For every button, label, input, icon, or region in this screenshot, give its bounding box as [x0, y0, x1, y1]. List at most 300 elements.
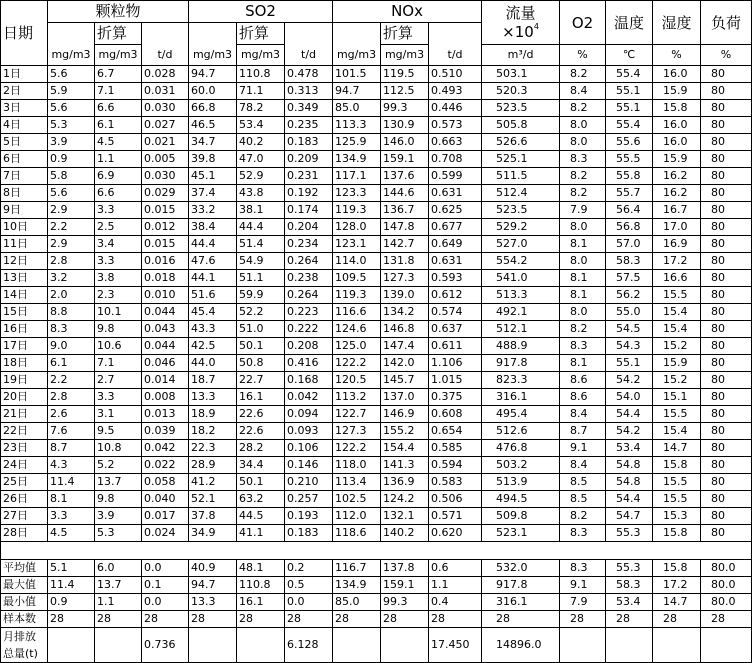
daily-row-cell: 512.1 [482, 321, 560, 338]
daily-row-cell: 139.0 [381, 287, 429, 304]
daily-row-cell: 55.6 [606, 134, 653, 151]
daily-row-cell: 53.4 [237, 117, 285, 134]
daily-row-cell: 127.3 [381, 270, 429, 287]
daily-row-cell: 0.9 [48, 151, 95, 168]
daily-row-cell: 140.2 [381, 525, 429, 542]
summary-row-cell: 48.1 [237, 560, 285, 577]
daily-row-cell: 60.0 [189, 83, 237, 100]
daily-row-cell: 0.574 [429, 304, 482, 321]
daily-row-cell: 0.031 [142, 83, 189, 100]
daily-row-cell: 28.9 [189, 457, 237, 474]
daily-row-cell: 15.2 [653, 372, 701, 389]
daily-row-cell: 47.0 [237, 151, 285, 168]
unit-humidity: % [653, 45, 701, 66]
daily-row-cell: 0.010 [142, 287, 189, 304]
daily-row-cell: 0.375 [429, 389, 482, 406]
daily-row-cell: 80 [701, 474, 752, 491]
daily-row-cell: 0.510 [429, 66, 482, 83]
daily-row-cell: 0.043 [142, 321, 189, 338]
date-header-top [1, 1, 48, 23]
daily-row-cell: 0.583 [429, 474, 482, 491]
daily-row-cell: 0.192 [285, 185, 333, 202]
daily-row-cell: 0.094 [285, 406, 333, 423]
daily-row-cell: 85.0 [333, 100, 381, 117]
daily-row-cell: 34.9 [189, 525, 237, 542]
daily-row-cell: 40.2 [237, 134, 285, 151]
daily-row-cell: 2.5 [95, 219, 142, 236]
total-particulate-mgm3 [48, 628, 95, 663]
daily-row-cell: 8.2 [560, 321, 606, 338]
daily-row-cell: 0.146 [285, 457, 333, 474]
daily-row-cell: 0.174 [285, 202, 333, 219]
daily-row-cell: 15.5 [653, 287, 701, 304]
daily-row-cell: 1.015 [429, 372, 482, 389]
daily-row-cell: 0.594 [429, 457, 482, 474]
daily-row [1, 236, 752, 253]
daily-row-cell: 118.0 [333, 457, 381, 474]
total-so2-td: 6.128 [285, 628, 333, 663]
daily-row-cell: 127.3 [333, 423, 381, 440]
total-particulate-td: 0.736 [142, 628, 189, 663]
daily-row-cell: 56.4 [606, 202, 653, 219]
daily-row-cell: 38.4 [189, 219, 237, 236]
summary-row-cell: 0.0 [285, 594, 333, 611]
daily-row-cell: 22.3 [189, 440, 237, 457]
daily-row-cell: 109.5 [333, 270, 381, 287]
daily-row-label: 27日 [1, 508, 48, 525]
daily-row-cell: 80 [701, 185, 752, 202]
summary-row [1, 577, 752, 594]
daily-row-cell: 80 [701, 457, 752, 474]
summary-row-cell: 116.7 [333, 560, 381, 577]
total-nox-td: 17.450 [429, 628, 482, 663]
daily-row-cell: 5.9 [48, 83, 95, 100]
particulate-converted-header: 折算 [95, 23, 142, 45]
daily-row-cell: 5.2 [95, 457, 142, 474]
daily-row-cell: 0.231 [285, 168, 333, 185]
summary-row-cell: 28 [142, 611, 189, 628]
daily-row-cell: 15.2 [653, 338, 701, 355]
daily-row-cell: 0.030 [142, 100, 189, 117]
daily-row-cell: 0.677 [429, 219, 482, 236]
daily-row-cell: 10.8 [95, 440, 142, 457]
summary-row-cell: 14.7 [653, 594, 701, 611]
so2-td-blank [285, 23, 333, 45]
daily-row-cell: 0.593 [429, 270, 482, 287]
o2-header: O2 [560, 1, 606, 45]
summary-row-cell: 17.2 [653, 577, 701, 594]
daily-row [1, 66, 752, 83]
total-label-line2: 总量(t) [3, 647, 38, 660]
daily-row-cell: 16.0 [653, 66, 701, 83]
unit-o2: % [560, 45, 606, 66]
daily-row-cell: 0.016 [142, 253, 189, 270]
daily-row-cell: 15.9 [653, 151, 701, 168]
daily-row-cell: 0.018 [142, 270, 189, 287]
daily-row-cell: 15.9 [653, 355, 701, 372]
daily-row-cell: 80 [701, 304, 752, 321]
daily-row-cell: 101.5 [333, 66, 381, 83]
summary-row-cell: 28 [606, 611, 653, 628]
daily-row-cell: 53.4 [606, 440, 653, 457]
summary-row-cell: 28 [333, 611, 381, 628]
daily-row-cell: 137.6 [381, 168, 429, 185]
daily-row-cell: 0.238 [285, 270, 333, 287]
daily-row-cell: 63.2 [237, 491, 285, 508]
daily-row-label: 22日 [1, 423, 48, 440]
daily-row-cell: 44.0 [189, 355, 237, 372]
flow-header-exp: 4 [533, 21, 539, 31]
summary-row-cell: 13.3 [189, 594, 237, 611]
daily-row-cell: 8.0 [560, 219, 606, 236]
daily-row-cell: 57.5 [606, 270, 653, 287]
daily-row-label: 28日 [1, 525, 48, 542]
daily-row-cell: 513.3 [482, 287, 560, 304]
daily-row [1, 525, 752, 542]
total-particulate-converted [95, 628, 142, 663]
daily-row-cell: 141.3 [381, 457, 429, 474]
daily-row-cell: 523.5 [482, 202, 560, 219]
daily-row-cell: 54.4 [606, 491, 653, 508]
daily-row-cell: 119.3 [333, 202, 381, 219]
daily-row-cell: 134.2 [381, 304, 429, 321]
daily-row-cell: 525.1 [482, 151, 560, 168]
daily-row-cell: 0.446 [429, 100, 482, 117]
daily-row [1, 508, 752, 525]
daily-row-cell: 2.6 [48, 406, 95, 423]
daily-row [1, 253, 752, 270]
summary-row-cell: 134.9 [333, 577, 381, 594]
daily-row-cell: 0.264 [285, 253, 333, 270]
daily-row-cell: 0.210 [285, 474, 333, 491]
daily-row-label: 7日 [1, 168, 48, 185]
daily-row-label: 9日 [1, 202, 48, 219]
daily-row-cell: 0.478 [285, 66, 333, 83]
daily-row-cell: 80 [701, 508, 752, 525]
daily-row-cell: 110.8 [237, 66, 285, 83]
daily-row-cell: 118.6 [333, 525, 381, 542]
daily-row-cell: 54.0 [606, 389, 653, 406]
summary-row-cell: 28 [653, 611, 701, 628]
daily-row-cell: 47.6 [189, 253, 237, 270]
daily-row-cell: 52.2 [237, 304, 285, 321]
daily-row-cell: 55.7 [606, 185, 653, 202]
daily-row-cell: 39.8 [189, 151, 237, 168]
nox-sub-blank [333, 23, 381, 45]
daily-row-cell: 124.2 [381, 491, 429, 508]
daily-row-cell: 55.5 [606, 151, 653, 168]
daily-row-cell: 8.5 [560, 491, 606, 508]
daily-row-cell: 7.1 [95, 83, 142, 100]
daily-row-label: 19日 [1, 372, 48, 389]
daily-row-cell: 55.8 [606, 168, 653, 185]
daily-row-cell: 0.585 [429, 440, 482, 457]
daily-row-cell: 6.6 [95, 100, 142, 117]
daily-row [1, 168, 752, 185]
daily-row-cell: 9.1 [560, 440, 606, 457]
daily-row-cell: 80 [701, 525, 752, 542]
daily-row-cell: 80 [701, 83, 752, 100]
summary-row-cell: 28 [285, 611, 333, 628]
summary-rows [1, 560, 752, 628]
daily-row-cell: 122.7 [333, 406, 381, 423]
daily-row-cell: 58.3 [606, 253, 653, 270]
daily-row-label: 18日 [1, 355, 48, 372]
daily-row-cell: 495.4 [482, 406, 560, 423]
daily-row-cell: 0.208 [285, 338, 333, 355]
daily-row-cell: 492.1 [482, 304, 560, 321]
daily-row-cell: 0.235 [285, 117, 333, 134]
daily-row-cell: 147.4 [381, 338, 429, 355]
daily-row-label: 25日 [1, 474, 48, 491]
daily-row-cell: 8.1 [560, 287, 606, 304]
daily-row [1, 406, 752, 423]
daily-row-cell: 503.1 [482, 66, 560, 83]
daily-row-cell: 37.4 [189, 185, 237, 202]
daily-row-cell: 0.313 [285, 83, 333, 100]
unit-nox-td: t/d [429, 45, 482, 66]
daily-row-cell: 16.0 [653, 117, 701, 134]
daily-row-cell: 102.5 [333, 491, 381, 508]
daily-row-cell: 2.0 [48, 287, 95, 304]
daily-row-cell: 14.7 [653, 440, 701, 457]
daily-row-cell: 917.8 [482, 355, 560, 372]
daily-row-cell: 513.9 [482, 474, 560, 491]
daily-row-cell: 0.021 [142, 134, 189, 151]
daily-row-cell: 1.106 [429, 355, 482, 372]
daily-row-label: 6日 [1, 151, 48, 168]
daily-row-cell: 8.1 [560, 270, 606, 287]
daily-row-cell: 0.044 [142, 304, 189, 321]
daily-row [1, 474, 752, 491]
summary-row-cell: 0.9 [48, 594, 95, 611]
summary-row-cell: 0.2 [285, 560, 333, 577]
daily-row-cell: 0.015 [142, 202, 189, 219]
daily-row-cell: 8.1 [560, 236, 606, 253]
daily-row-cell: 125.9 [333, 134, 381, 151]
daily-row-cell: 80 [701, 66, 752, 83]
daily-row-cell: 16.2 [653, 185, 701, 202]
daily-row [1, 304, 752, 321]
total-label [1, 628, 48, 663]
daily-row [1, 440, 752, 457]
daily-row-cell: 0.654 [429, 423, 482, 440]
daily-row-cell: 9.8 [95, 321, 142, 338]
daily-row-cell: 51.4 [237, 236, 285, 253]
particulate-header: 颗粒物 [48, 1, 189, 23]
summary-row-cell: 7.9 [560, 594, 606, 611]
daily-row [1, 185, 752, 202]
daily-row-cell: 0.209 [285, 151, 333, 168]
summary-row-cell: 8.3 [560, 560, 606, 577]
summary-row-cell: 0.4 [429, 594, 482, 611]
daily-row-cell: 0.608 [429, 406, 482, 423]
daily-row-label: 21日 [1, 406, 48, 423]
daily-row-cell: 80 [701, 253, 752, 270]
daily-row-cell: 0.106 [285, 440, 333, 457]
daily-row-cell: 18.7 [189, 372, 237, 389]
daily-row-cell: 18.9 [189, 406, 237, 423]
daily-row-cell: 527.0 [482, 236, 560, 253]
date-unit-blank [1, 45, 48, 66]
daily-row-cell: 1.1 [95, 151, 142, 168]
summary-row-cell: 85.0 [333, 594, 381, 611]
unit-so2-converted: mg/m3 [237, 45, 285, 66]
daily-row-cell: 43.3 [189, 321, 237, 338]
daily-row-cell: 3.1 [95, 406, 142, 423]
summary-row-cell: 159.1 [381, 577, 429, 594]
unit-nox-converted: mg/m3 [381, 45, 429, 66]
daily-row-cell: 3.3 [95, 389, 142, 406]
daily-row-cell: 117.1 [333, 168, 381, 185]
summary-row-cell: 6.0 [95, 560, 142, 577]
daily-row-cell: 54.3 [606, 338, 653, 355]
daily-row-cell: 55.1 [606, 355, 653, 372]
daily-row-cell: 512.6 [482, 423, 560, 440]
daily-row-cell: 0.046 [142, 355, 189, 372]
daily-row-cell: 8.2 [560, 66, 606, 83]
daily-row-cell: 0.222 [285, 321, 333, 338]
nox-header: NOx [333, 1, 482, 23]
daily-row-cell: 541.0 [482, 270, 560, 287]
daily-row-cell: 0.611 [429, 338, 482, 355]
daily-row [1, 423, 752, 440]
daily-row-cell: 113.4 [333, 474, 381, 491]
daily-row-cell: 0.029 [142, 185, 189, 202]
summary-row-cell: 28 [429, 611, 482, 628]
daily-row-cell: 145.7 [381, 372, 429, 389]
daily-row [1, 83, 752, 100]
daily-row-cell: 5.6 [48, 66, 95, 83]
daily-row-cell: 52.1 [189, 491, 237, 508]
daily-row-cell: 13.7 [95, 474, 142, 491]
total-o2 [560, 628, 606, 663]
daily-row-cell: 51.1 [237, 270, 285, 287]
summary-row-cell: 0.1 [142, 577, 189, 594]
daily-row-cell: 50.1 [237, 338, 285, 355]
daily-row-cell: 8.3 [560, 338, 606, 355]
so2-converted-header: 折算 [237, 23, 285, 45]
daily-row [1, 117, 752, 134]
daily-row-cell: 10.6 [95, 338, 142, 355]
daily-row [1, 151, 752, 168]
summary-row-cell: 11.4 [48, 577, 95, 594]
daily-row-cell: 46.5 [189, 117, 237, 134]
daily-row [1, 270, 752, 287]
summary-row-cell: 28 [560, 611, 606, 628]
daily-row-cell: 22.6 [237, 406, 285, 423]
daily-row-cell: 59.9 [237, 287, 285, 304]
daily-row-cell: 15.5 [653, 406, 701, 423]
unit-so2-td: t/d [285, 45, 333, 66]
daily-row-cell: 2.9 [48, 202, 95, 219]
summary-row-cell: 28 [482, 611, 560, 628]
daily-row-cell: 15.4 [653, 321, 701, 338]
daily-row-cell: 94.7 [333, 83, 381, 100]
daily-row-label: 17日 [1, 338, 48, 355]
daily-row-cell: 8.4 [560, 83, 606, 100]
daily-row-cell: 16.1 [237, 389, 285, 406]
daily-row-cell: 123.1 [333, 236, 381, 253]
daily-row-cell: 130.9 [381, 117, 429, 134]
daily-row-cell: 43.8 [237, 185, 285, 202]
daily-row-cell: 122.2 [333, 355, 381, 372]
summary-row-cell: 137.8 [381, 560, 429, 577]
daily-row-cell: 5.6 [48, 100, 95, 117]
daily-row-cell: 80 [701, 270, 752, 287]
daily-row-cell: 15.4 [653, 423, 701, 440]
daily-row-cell: 136.7 [381, 202, 429, 219]
summary-row-cell: 80.0 [701, 594, 752, 611]
summary-row-cell: 28 [95, 611, 142, 628]
daily-row-cell: 57.0 [606, 236, 653, 253]
daily-row-cell: 54.8 [606, 457, 653, 474]
particulate-td-blank [142, 23, 189, 45]
daily-row-cell: 13.3 [189, 389, 237, 406]
daily-row-cell: 8.5 [560, 474, 606, 491]
daily-row-cell: 55.0 [606, 304, 653, 321]
daily-row-cell: 15.1 [653, 389, 701, 406]
daily-row-cell: 0.349 [285, 100, 333, 117]
daily-row-cell: 80 [701, 372, 752, 389]
daily-row-cell: 0.024 [142, 525, 189, 542]
daily-row-cell: 44.4 [189, 236, 237, 253]
temp-header: 温度 [606, 1, 653, 45]
summary-row-label: 最小值 [1, 594, 48, 611]
daily-row-cell: 142.0 [381, 355, 429, 372]
daily-row-cell: 17.2 [653, 253, 701, 270]
daily-row [1, 134, 752, 151]
daily-row-cell: 0.042 [142, 440, 189, 457]
daily-row-cell: 113.3 [333, 117, 381, 134]
daily-row-cell: 22.7 [237, 372, 285, 389]
daily-row-cell: 529.2 [482, 219, 560, 236]
daily-row-cell: 8.1 [48, 491, 95, 508]
daily-row-cell: 44.5 [237, 508, 285, 525]
daily-row-cell: 8.2 [560, 168, 606, 185]
daily-row-cell: 16.0 [653, 134, 701, 151]
daily-row-cell: 0.637 [429, 321, 482, 338]
daily-row-cell: 52.9 [237, 168, 285, 185]
daily-row-cell: 18.2 [189, 423, 237, 440]
daily-row-cell: 147.8 [381, 219, 429, 236]
daily-row [1, 355, 752, 372]
daily-row-cell: 120.5 [333, 372, 381, 389]
daily-row-cell: 0.204 [285, 219, 333, 236]
daily-row-cell: 56.2 [606, 287, 653, 304]
daily-row-label: 10日 [1, 219, 48, 236]
humidity-header: 湿度 [653, 1, 701, 45]
daily-row-label: 8日 [1, 185, 48, 202]
daily-row-cell: 0.013 [142, 406, 189, 423]
daily-row-cell: 15.5 [653, 474, 701, 491]
summary-row-cell: 9.1 [560, 577, 606, 594]
daily-row-cell: 54.4 [606, 406, 653, 423]
daily-row-cell: 4.5 [48, 525, 95, 542]
daily-row [1, 457, 752, 474]
daily-row-cell: 0.168 [285, 372, 333, 389]
total-so2-mgm3 [189, 628, 237, 663]
daily-row-cell: 15.5 [653, 491, 701, 508]
daily-row-cell: 112.5 [381, 83, 429, 100]
daily-row-cell: 15.8 [653, 100, 701, 117]
daily-row-cell: 80 [701, 168, 752, 185]
summary-row-cell: 28 [701, 611, 752, 628]
daily-row-cell: 5.8 [48, 168, 95, 185]
daily-row-cell: 520.3 [482, 83, 560, 100]
daily-row-cell: 3.9 [95, 508, 142, 525]
daily-row-cell: 0.012 [142, 219, 189, 236]
